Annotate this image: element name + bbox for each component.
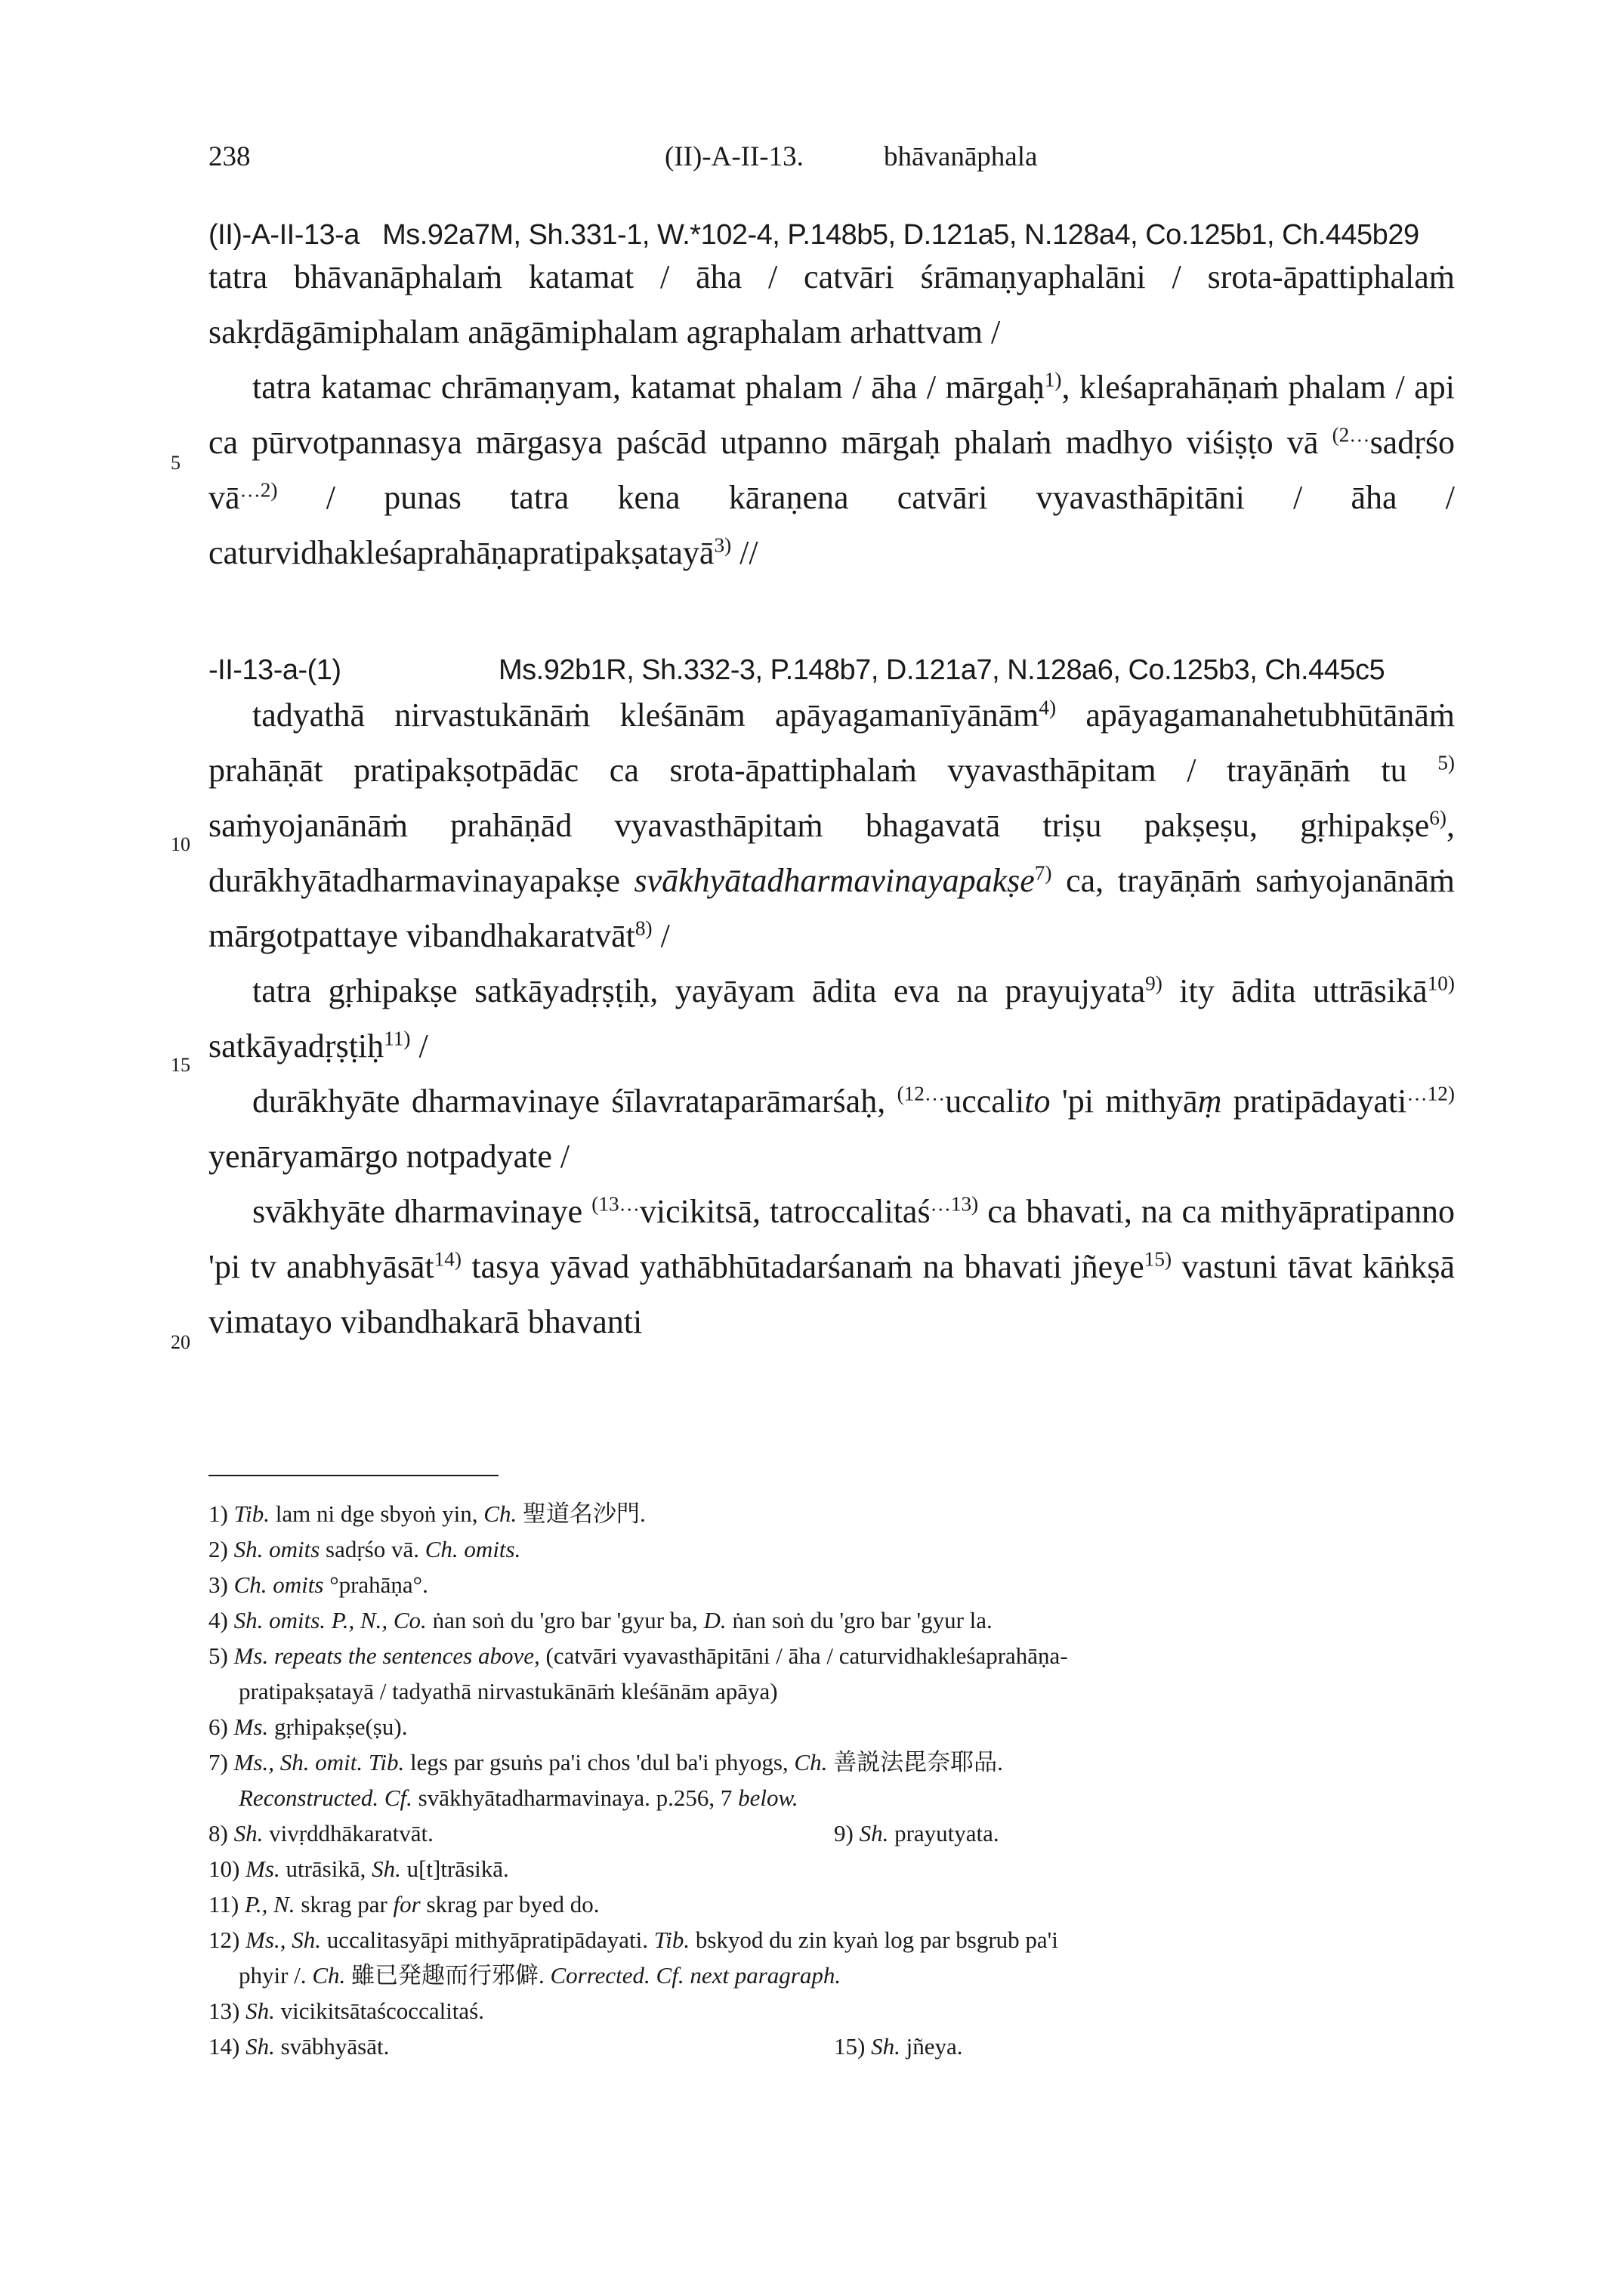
footnote-text: 善説法毘奈耶品. xyxy=(827,1749,1003,1775)
footnote-text: sadṛśo vā. xyxy=(320,1536,425,1562)
footnote xyxy=(208,1531,1447,1567)
main-text-block xyxy=(208,688,1455,1349)
editorial-note: Corrected. Cf. next paragraph. xyxy=(550,1962,841,1989)
margin-line-number: 20 xyxy=(171,1331,190,1353)
footnote xyxy=(834,1815,999,1851)
text-run: tasya yāvad yathābhūtadarśanaṁ na bhavati jñeye xyxy=(461,1248,1144,1285)
footnote-text: jñeya. xyxy=(900,2033,963,2060)
text-run: tatra katamac chrāmaṇyam, katamat phalam / āha / mārgaḥ xyxy=(252,369,1045,406)
source-abbrev: Sh. xyxy=(233,1820,264,1846)
editorial-note: Reconstructed. Cf. xyxy=(239,1785,412,1811)
source-abbrev: D. xyxy=(703,1607,727,1633)
footnote xyxy=(208,1851,1447,1887)
source-abbrev: Sh. xyxy=(372,1856,401,1882)
footnote-text: ṅan soṅ du 'gro bar 'gyur ba, xyxy=(426,1607,704,1633)
footnote-text: utrāsikā, xyxy=(279,1856,372,1882)
source-abbrev: Ch. omits. xyxy=(425,1536,521,1562)
italic-emendation: ṃ xyxy=(1197,1083,1222,1120)
page-number: 238 xyxy=(208,141,251,172)
footnote-marker: 4) xyxy=(1039,696,1057,719)
footnote-number: 9) xyxy=(834,1820,854,1846)
footnote-marker: 9) xyxy=(1145,972,1162,995)
footnote-marker: 6) xyxy=(1429,806,1446,830)
footnote xyxy=(208,1602,1447,1638)
footnote xyxy=(208,1709,1447,1744)
text-run: / punas tatra kena kāraṇena catvāri vyavasthāpitāni / āha / caturvidhakleśaprahāṇapratipakṣatayā xyxy=(208,479,1455,571)
text-run: pratipādayati xyxy=(1221,1083,1407,1120)
footnote-text: svākhyātadharmavinaya. p.256, 7 xyxy=(412,1785,739,1811)
manuscript-sources: Ms.92b1R, Sh.332-3, P.148b7, D.121a7, N.128a6, Co.125b3, Ch.445c5 xyxy=(499,654,1385,686)
text-run: durākhyāte dharmavinaye śīlavrataparāmarśaḥ, xyxy=(252,1083,897,1120)
source-abbrev: Ch. xyxy=(794,1749,828,1775)
footnote-number: 5) xyxy=(208,1642,228,1669)
text-run: / xyxy=(652,917,670,954)
footnote-marker: …2) xyxy=(239,478,278,502)
footnote-text: uccalitasyāpi mithyāpratipādayati. xyxy=(320,1927,654,1953)
footnote-text: u[t]trāsikā. xyxy=(400,1856,509,1882)
footnote xyxy=(208,1922,1447,1993)
section-name: bhāvanāphala xyxy=(884,141,1038,172)
paragraph xyxy=(208,1074,1455,1184)
text-run: ity ādita uttrāsikā xyxy=(1162,972,1428,1009)
footnote-marker: (12… xyxy=(897,1082,946,1105)
text-run: tadyathā nirvastukānāṁ kleśānām apāyagamanīyānām xyxy=(252,697,1039,734)
footnote-number: 12) xyxy=(208,1927,240,1953)
footnote-marker: 7) xyxy=(1034,861,1052,885)
footnote-divider xyxy=(208,1475,499,1476)
footnote-marker: 11) xyxy=(384,1027,411,1050)
text-run: , kleśaprahāṇaṁ phalam / api ca pūrvotpannasya mārgasya paścād utpanno mārgaḥ phalaṁ madhyo viśiṣṭo vā xyxy=(208,369,1455,461)
text-run: sadṛśo vā xyxy=(208,424,1455,516)
footnote xyxy=(208,1638,1447,1709)
text-run: vastuni tāvat kāṅkṣā vimatayo vibandhakarā bhavanti xyxy=(208,1248,1455,1340)
text-run: ca bhavati, na ca mithyāpratipanno 'pi tv anabhyāsāt xyxy=(208,1193,1455,1285)
margin-line-number: 15 xyxy=(171,1054,190,1076)
source-abbrev: Sh. xyxy=(859,1820,889,1846)
editorial-note: for xyxy=(393,1891,421,1917)
footnote-text: phyir /. xyxy=(239,1962,313,1989)
source-abbrev: Ch. omits xyxy=(233,1571,324,1598)
paragraph xyxy=(208,963,1455,1074)
footnote-number: 10) xyxy=(208,1856,240,1882)
manuscript-sources: Ms.92a7M, Sh.331-1, W.*102-4, P.148b5, D.121a5, N.128a4, Co.125b1, Ch.445b29 xyxy=(382,219,1419,251)
footnote-text: ṅan soṅ du 'gro bar 'gyur la. xyxy=(726,1607,993,1633)
section-label: -II-13-a-(1) xyxy=(208,654,341,686)
section-id: (II)-A-II-13. xyxy=(665,141,804,172)
footnote-marker: 3) xyxy=(714,533,732,557)
italic-emendation: to xyxy=(1024,1083,1051,1120)
margin-line-number: 5 xyxy=(171,452,181,474)
text-run: / xyxy=(410,1027,428,1065)
footnote-pair xyxy=(208,1815,1447,1851)
footnote-text: 聖道名沙門. xyxy=(517,1500,646,1527)
footnote-number: 4) xyxy=(208,1607,228,1633)
footnote xyxy=(208,1744,1447,1815)
footnote-text: gṛhipakṣe(ṣu). xyxy=(268,1714,408,1740)
margin-line-number: 10 xyxy=(171,833,190,855)
footnote-pair xyxy=(208,2029,1447,2064)
footnote-number: 13) xyxy=(208,1998,240,2024)
footnote-number: 14) xyxy=(208,2033,240,2060)
footnote-text: vicikitsātaścoccalitaś. xyxy=(274,1998,484,2024)
section-label: (II)-A-II-13-a xyxy=(208,219,360,251)
text-run: tatra gṛhipakṣe satkāyadṛṣṭiḥ, yayāyam ādita eva na prayujyata xyxy=(252,972,1146,1009)
footnote-continuation xyxy=(208,1780,1447,1815)
source-abbrev: Ms., Sh. xyxy=(245,1927,321,1953)
footnote-number: 2) xyxy=(208,1536,228,1562)
source-abbrev: Ms. xyxy=(245,1856,280,1882)
footnote-marker: 14) xyxy=(434,1247,462,1271)
editorial-note: below. xyxy=(738,1785,798,1811)
text-run: satkāyadṛṣṭiḥ xyxy=(208,1027,384,1065)
text-run: yenāryamārgo notpadyate / xyxy=(208,1138,570,1175)
footnote-text: vivṛddhākaratvāt. xyxy=(263,1820,434,1846)
footnote-text: legs par gsuṅs pa'i chos 'dul ba'i phyogs, xyxy=(404,1749,795,1775)
footnote-text: skrag par byed do. xyxy=(420,1891,600,1917)
text-run: 'pi mithyā xyxy=(1050,1083,1198,1120)
footnote-marker: (2… xyxy=(1332,423,1370,447)
footnote-marker: 8) xyxy=(634,916,653,940)
text-run: svākhyāte dharmavinaye xyxy=(252,1193,592,1230)
source-abbrev: Sh. xyxy=(245,1998,275,2024)
italic-reconstruction: svākhyātadharmavinayapakṣe xyxy=(634,862,1035,899)
text-run: apāyagamanahetubhūtānāṁ prahāṇāt pratipakṣotpādāc ca srota-āpattiphalaṁ vyavasthāpitam / trayāṇāṁ tu xyxy=(208,697,1455,789)
source-abbrev: Tib. xyxy=(653,1927,690,1953)
footnote-marker: 5) xyxy=(1437,751,1455,774)
main-text-block xyxy=(208,249,1455,580)
footnote-number: 6) xyxy=(208,1714,228,1740)
footnote xyxy=(208,1993,1447,2029)
footnote-number: 7) xyxy=(208,1749,228,1775)
footnote-number: 8) xyxy=(208,1820,228,1846)
footnote-marker: 15) xyxy=(1144,1247,1172,1271)
footnote-marker: 10) xyxy=(1427,972,1455,995)
source-abbrev: Sh. xyxy=(245,2033,275,2060)
source-abbrev: Ms. xyxy=(233,1714,269,1740)
footnote xyxy=(208,1815,434,1851)
text-run: , durākhyātadharmavinayapakṣe xyxy=(208,807,1455,899)
paragraph xyxy=(208,688,1455,963)
paragraph: tatra bhāvanāphalaṁ katamat / āha / catvāri śrāmaṇyaphalāni / srota-āpattiphalaṁ sakṛdāgāmiphalam anāgāmiphalam agraphalam arhattvam / xyxy=(208,258,1455,351)
source-reference-line xyxy=(208,219,1419,252)
text-run: uccali xyxy=(945,1083,1025,1120)
footnote-text: lam ni dge sbyoṅ yin, xyxy=(269,1500,484,1527)
footnote-number: 11) xyxy=(208,1891,239,1917)
text-run: vicikitsā, tatroccalitaś xyxy=(639,1193,931,1230)
text-run: // xyxy=(731,534,758,571)
source-abbrev: Sh. omits. P., N., Co. xyxy=(233,1607,427,1633)
footnote-text: °prahāṇa°. xyxy=(323,1571,428,1598)
source-reference-line xyxy=(208,654,1385,687)
footnote xyxy=(208,1496,1447,1531)
footnote-continuation xyxy=(208,1958,1447,1993)
footnote-text: (catvāri vyavasthāpitāni / āha / caturvidhakleśaprahāṇa- xyxy=(539,1642,1068,1669)
footnote-text: bskyod du zin kyaṅ log par bsgrub pa'i xyxy=(690,1927,1058,1953)
text-run: ca, trayāṇāṁ saṁyojanānāṁ mārgotpattaye vibandhakaratvāt xyxy=(208,862,1455,954)
source-abbrev: Ms. repeats the sentences above, xyxy=(233,1642,540,1669)
source-abbrev: Ch. xyxy=(312,1962,346,1989)
footnote-text: skrag par xyxy=(295,1891,394,1917)
source-abbrev: Tib. xyxy=(233,1500,270,1527)
footnote xyxy=(208,1887,1447,1922)
paragraph xyxy=(208,360,1455,580)
source-abbrev: Sh. xyxy=(871,2033,900,2060)
source-abbrev: Ms., Sh. omit. Tib. xyxy=(233,1749,405,1775)
footnote-text: svābhyāsāt. xyxy=(274,2033,390,2060)
footnote-continuation: pratipakṣatayā / tadyathā nirvastukānāṁ kleśānām apāya) xyxy=(239,1678,778,1704)
footnote-number: 3) xyxy=(208,1571,228,1598)
footnote xyxy=(208,2029,389,2064)
paragraph xyxy=(208,1184,1455,1349)
footnote-marker: (13… xyxy=(591,1192,640,1216)
source-abbrev: P., N. xyxy=(244,1891,295,1917)
source-abbrev: Ch. xyxy=(483,1500,517,1527)
ref-spacer xyxy=(367,219,375,251)
source-abbrev: Sh. omits xyxy=(233,1536,320,1562)
footnotes xyxy=(208,1496,1447,2064)
footnote xyxy=(208,1567,1447,1602)
footnote xyxy=(834,2029,962,2064)
footnote-marker: …12) xyxy=(1406,1082,1455,1105)
footnote-marker: …13) xyxy=(930,1192,979,1216)
footnote-text: prayutyata. xyxy=(888,1820,999,1846)
footnote-number: 1) xyxy=(208,1500,228,1527)
footnote-marker: 1) xyxy=(1044,368,1062,391)
footnote-text: 雖已発趣而行邪僻. xyxy=(345,1962,551,1989)
footnote-number: 15) xyxy=(834,2033,866,2060)
text-run: saṁyojanānāṁ prahāṇād vyavasthāpitaṁ bhagavatā triṣu pakṣeṣu, gṛhipakṣe xyxy=(208,807,1430,844)
